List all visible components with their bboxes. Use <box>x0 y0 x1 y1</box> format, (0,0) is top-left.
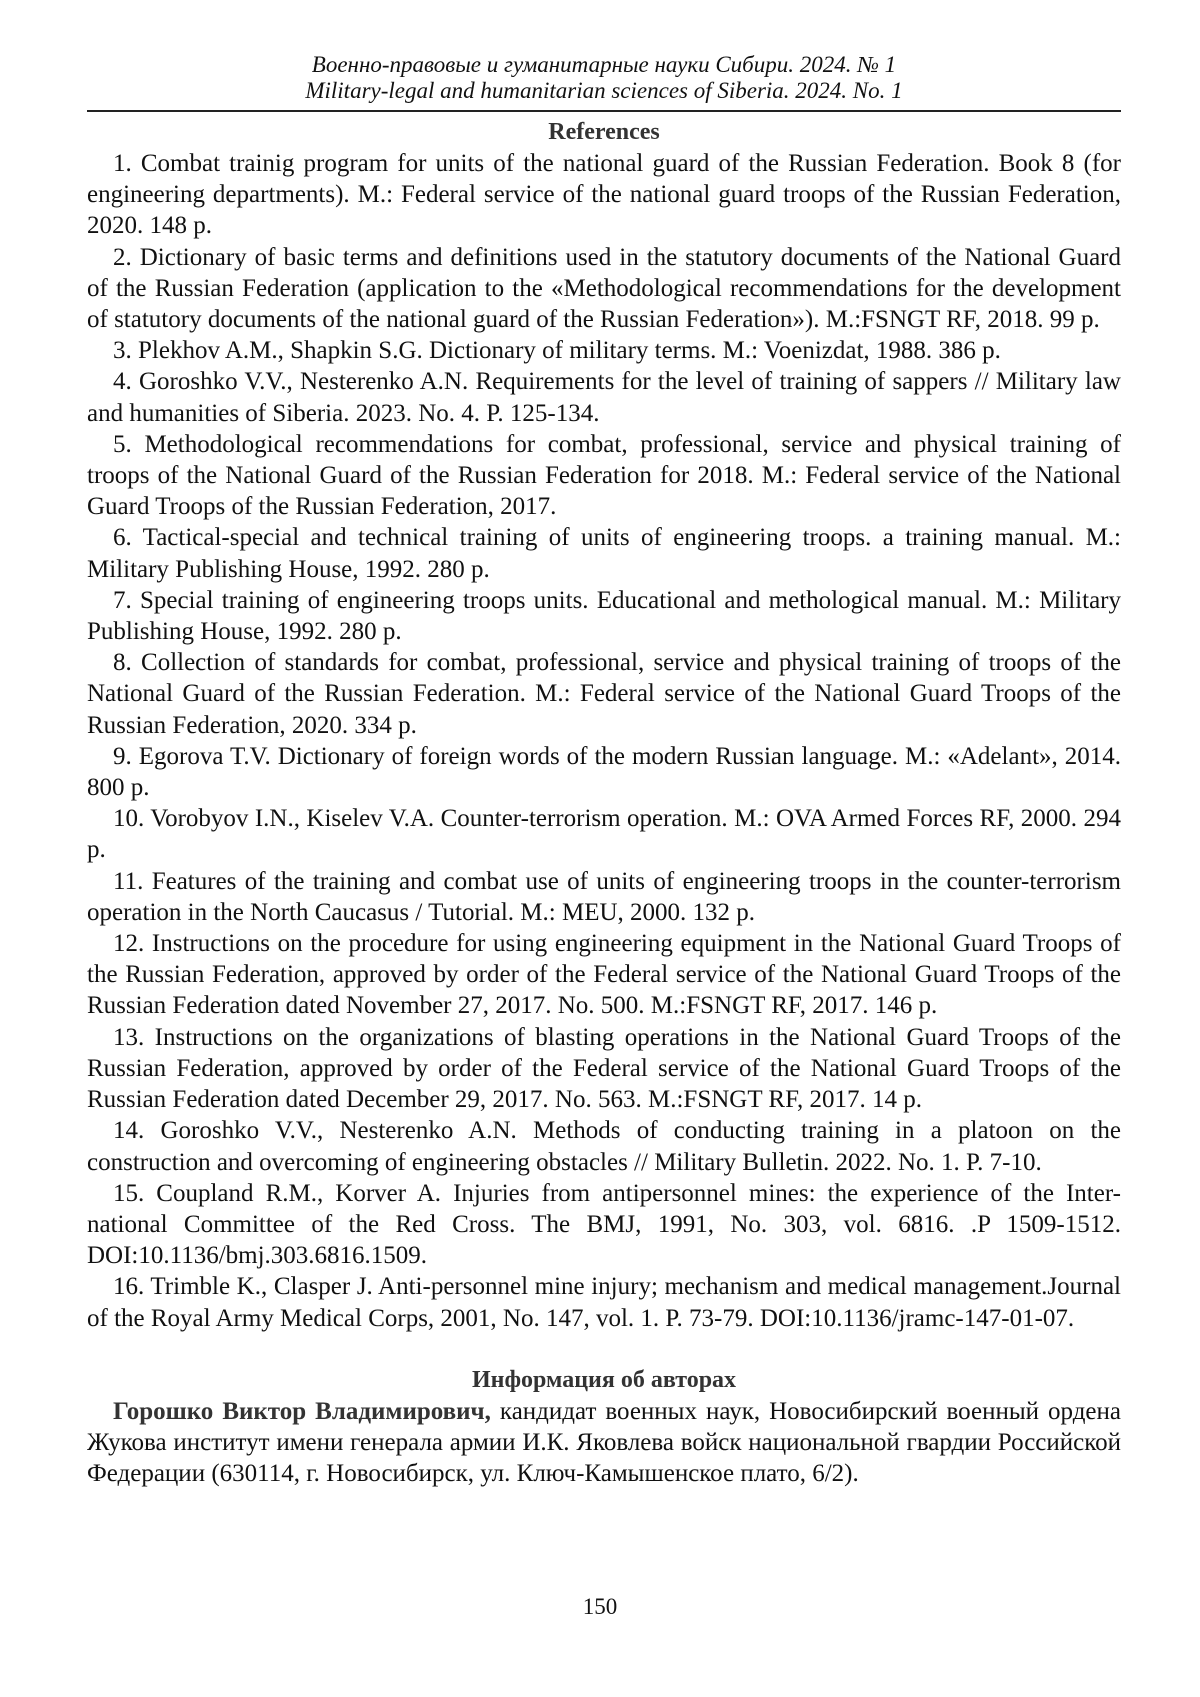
reference-item: 12. Instructions on the procedure for using engineering equipment in the National Guard Troops of the Russian Federation, approved by order of the Federal service of the National Guard Troops of the Russian Federation dated November 27, 2017. No. 500. M.:FSNGT RF, 2017. 146 p. <box>87 928 1121 1022</box>
authors-heading: Информация об авторах <box>87 1365 1121 1396</box>
reference-item: 8. Collection of standards for combat, professional, service and physical training of troops of the National Guard of the Russian Federation. M.: Federal service of the National Guard Troops of the Russian Federation, 2020. 334 p. <box>87 647 1121 741</box>
reference-item: 6. Tactical-special and technical training of units of engineering troops. a training manual. M.: Military Publishing House, 1992. 280 p. <box>87 522 1121 584</box>
header-journal-ru: Военно-правовые и гуманитарные науки Сибири. 2024. № 1 <box>87 52 1121 78</box>
references-list <box>87 148 1121 1334</box>
author-info <box>87 1396 1121 1490</box>
reference-item: 4. Goroshko V.V., Nesterenko A.N. Requirements for the level of training of sappers // Military law and humanities of Siberia. 2023. No. 4. P. 125-134. <box>87 366 1121 428</box>
reference-item: 1. Combat trainig program for units of the national guard of the Russian Federation. Book 8 (for engineering departments). M.: Federal service of the national guard troops of the Russian Federation, 2020. 148 p. <box>87 148 1121 242</box>
header-journal-en: Military-legal and humanitarian sciences of Siberia. 2024. No. 1 <box>87 78 1121 104</box>
reference-item: 9. Egorova T.V. Dictionary of foreign words of the modern Russian language. M.: «Adelant», 2014. 800 p. <box>87 741 1121 803</box>
reference-item: 14. Goroshko V.V., Nesterenko A.N. Methods of conducting training in a platoon on the construction and overcoming of engineering obstacles // Military Bulletin. 2022. No. 1. P. 7-10. <box>87 1115 1121 1177</box>
reference-item: 13. Instructions on the organizations of blasting operations in the National Guard Troops of the Russian Federation, approved by order of the Federal service of the National Guard Troops of the Russian Federation dated December 29, 2017. No. 563. M.:FSNGT RF, 2017. 14 p. <box>87 1022 1121 1116</box>
author-name: Горошко Виктор Владимирович, <box>113 1398 491 1425</box>
author-details: кандидат военных наук, Новосибирский военный ордена Жукова институт имени генерала армии И.К. Яковлева войск национальной гвардии Российской Федерации (630114, г. Новосибирск, ул. Ключ-Камышенское плато, 6/2). <box>87 1398 1121 1487</box>
page-body <box>87 117 1121 1489</box>
page-number: 150 <box>0 1594 1200 1620</box>
reference-item: 10. Vorobyov I.N., Kiselev V.A. Counter-terrorism operation. M.: OVA Armed Forces RF, 2000. 294 p. <box>87 803 1121 865</box>
reference-item: 16. Trimble K., Clasper J. Anti-personnel mine injury; mechanism and medical management.Journal of the Royal Army Medical Corps, 2001, No. 147, vol. 1. P. 73-79. DOI:10.1136/jramc-147-01-07. <box>87 1271 1121 1333</box>
reference-item: 5. Methodological recommendations for combat, professional, service and physical training of troops of the National Guard of the Russian Federation for 2018. M.: Federal service of the National Guard Troops of the Russian Federation, 2017. <box>87 429 1121 523</box>
references-heading: References <box>87 117 1121 148</box>
reference-item: 2. Dictionary of basic terms and definitions used in the statutory documents of the National Guard of the Russian Federation (application to the «Methodological recommendations for the development of statutory documents of the national guard of the Russian Federation»). M.:FSNGT RF, 2018. 99 p. <box>87 242 1121 336</box>
running-header <box>87 52 1121 104</box>
reference-item: 15. Coupland R.M., Korver A. Injuries from antipersonnel mines: the experience of the Inter-national Committee of the Red Cross. The BMJ, 1991, No. 303, vol. 6816. .P 1509-1512. DOI:10.1136/bmj.303.6816.1509. <box>87 1178 1121 1272</box>
reference-item: 7. Special training of engineering troops units. Educational and methological manual. M.: Military Publishing House, 1992. 280 p. <box>87 585 1121 647</box>
reference-item: 11. Features of the training and combat use of units of engineering troops in the counter-terrorism operation in the North Caucasus / Tutorial. M.: MEU, 2000. 132 p. <box>87 866 1121 928</box>
reference-item: 3. Plekhov A.M., Shapkin S.G. Dictionary of military terms. M.: Voenizdat, 1988. 386 p. <box>87 335 1121 366</box>
header-divider <box>87 110 1121 112</box>
